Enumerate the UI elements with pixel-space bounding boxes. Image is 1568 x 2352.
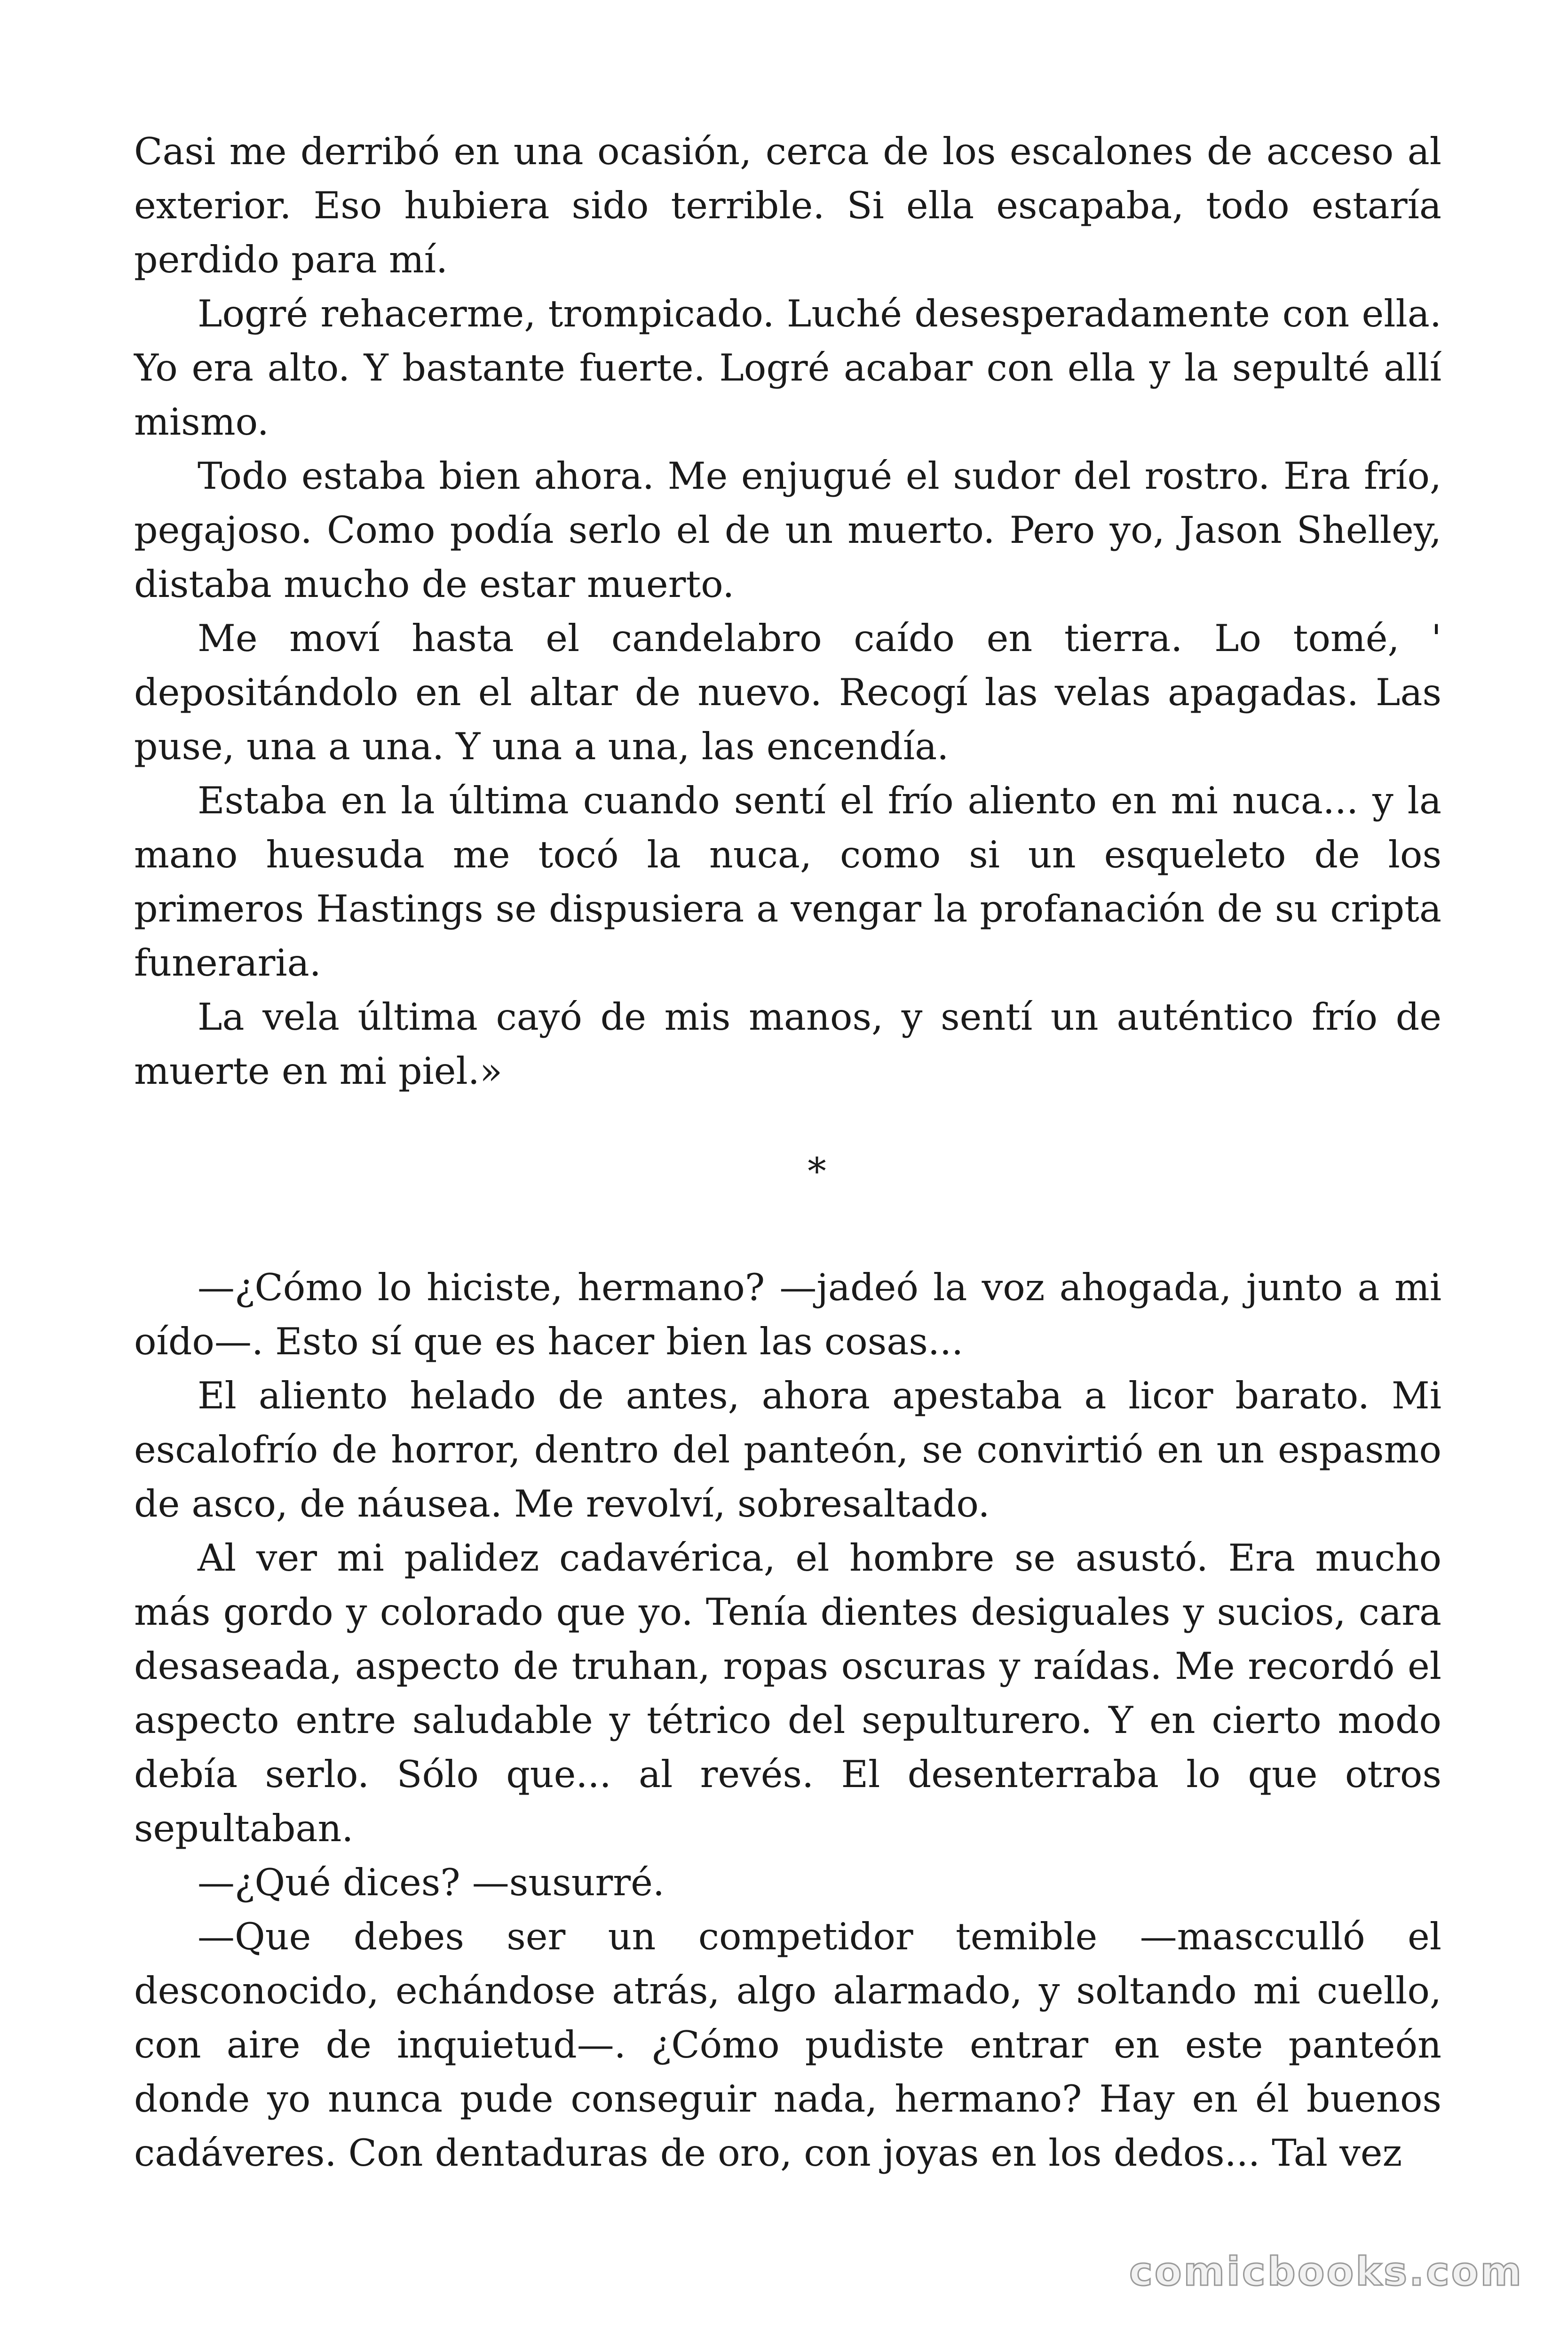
- paragraph: Me moví hasta el candelabro caído en tierra. Lo tomé, ' depositándolo en el altar de nuevo. Recogí las velas apagadas. Las puse, una a una. Y una a una, las encendía.: [134, 617, 1441, 768]
- watermark: comicbooks.com: [1129, 2249, 1523, 2295]
- paragraph: El aliento helado de antes, ahora apestaba a licor barato. Mi escalofrío de horror, dentro del panteón, se convirtió en un espasmo de asco, de náusea. Me revolví, sobresaltado.: [134, 1374, 1441, 1526]
- text-section-1: [134, 125, 1441, 1098]
- paragraph: —¿Qué dices? —susurré.: [198, 1861, 665, 1904]
- paragraph: La vela última cayó de mis manos, y sentí un auténtico frío de muerte en mi piel.»: [134, 995, 1441, 1093]
- paragraph: Todo estaba bien ahora. Me enjugué el sudor del rostro. Era frío, pegajoso. Como podía serlo el de un muerto. Pero yo, Jason Shelley, distaba mucho de estar muerto.: [134, 454, 1441, 606]
- paragraph: Al ver mi palidez cadavérica, el hombre se asustó. Era mucho más gordo y colorado que yo. Tenía dientes desiguales y sucios, cara desaseada, aspecto de truhan, ropas oscuras y raídas. Me recordó el aspecto entre saludable y tétrico del sepulturero. Y en cierto modo debía serlo. Sólo que... al revés. El desenterraba lo que otros sepultaban.: [134, 1536, 1441, 1850]
- paragraph: —¿Cómo lo hiciste, hermano? —jadeó la voz ahogada, junto a mi oído—. Esto sí que es hacer bien las cosas...: [134, 1266, 1441, 1363]
- text-section-2: [134, 1261, 1441, 2180]
- paragraph: —Que debes ser un competidor temible —mascculló el desconocido, echándose atrás, algo alarmado, y soltando mi cuello, con aire de inquietud—. ¿Cómo pudiste entrar en este panteón donde yo nunca pude conseguir nada, hermano? Hay en él buenos cadáveres. Con dentaduras de oro, con joyas en los dedos... Tal vez: [134, 1915, 1441, 2175]
- paragraph: Logré rehacerme, trompicado. Luché desesperadamente con ella. Yo era alto. Y bastante fuerte. Logré acabar con ella y la sepulté allí mismo.: [134, 292, 1441, 444]
- paragraph: Estaba en la última cuando sentí el frío aliento en mi nuca... y la mano huesuda me tocó la nuca, como si un esqueleto de los primeros Hastings se dispusiera a vengar la profanación de su cripta funeraria.: [134, 779, 1441, 985]
- paragraph: Casi me derribó en una ocasión, cerca de los escalones de acceso al exterior. Eso hubiera sido terrible. Si ella escapaba, todo estaría perdido para mí.: [134, 130, 1441, 281]
- section-separator: *: [808, 1150, 826, 1193]
